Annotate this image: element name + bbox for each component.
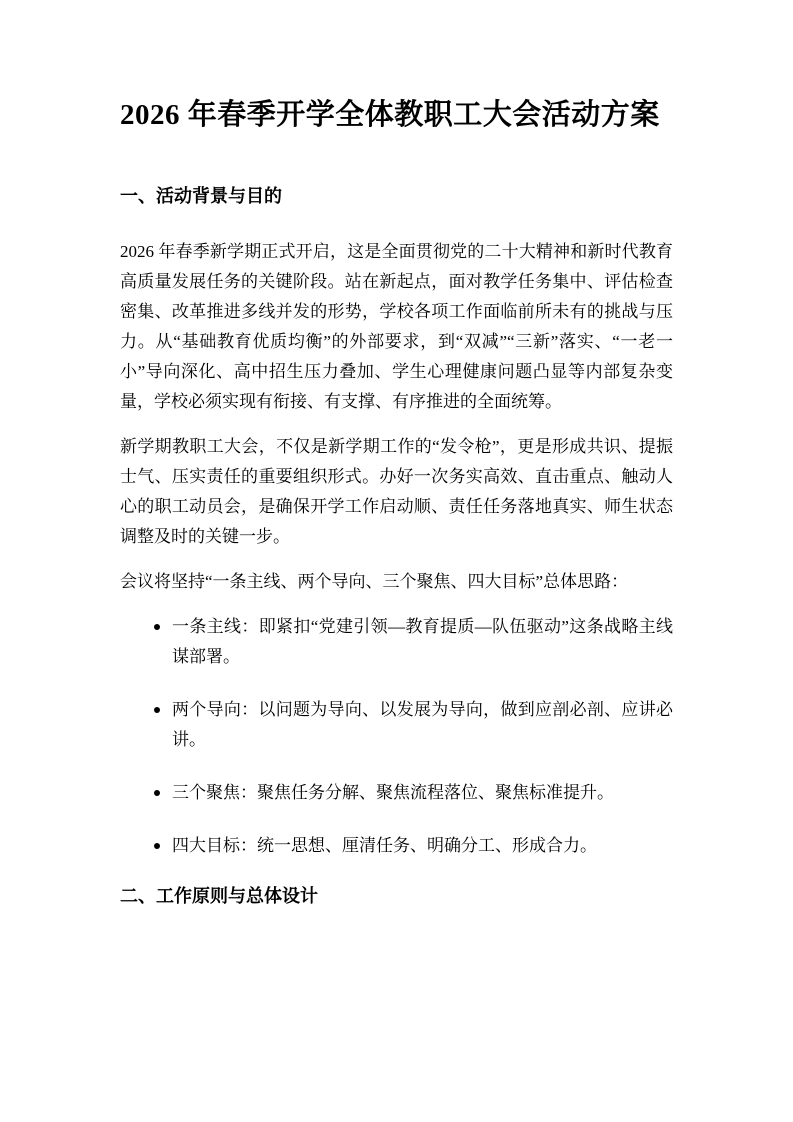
list-item-text: 一条主线：即紧扣“党建引领—教育提质—队伍驱动”这条战略主线谋部署。 — [172, 616, 673, 666]
section-heading-1: 一、活动背景与目的 — [120, 186, 282, 207]
bullet-dot-icon — [154, 843, 160, 849]
list-item-text: 四大目标：统一思想、厘清任务、明确分工、形成合力。 — [172, 835, 597, 855]
list-item-three-focuses — [154, 778, 673, 808]
list-item-text: 三个聚焦：聚焦任务分解、聚焦流程落位、聚焦标准提升。 — [172, 782, 614, 802]
bullet-dot-icon — [154, 790, 160, 796]
bullet-dot-icon — [154, 707, 160, 713]
list-item-two-orientations — [154, 695, 673, 755]
paragraph-meeting-framework: 会议将坚持“一条主线、两个导向、三个聚焦、四大目标”总体思路： — [120, 571, 629, 591]
section-heading-2: 二、工作原则与总体设计 — [120, 885, 318, 906]
document-title: 2026 年春季开学全体教职工大会活动方案 — [120, 99, 660, 131]
list-item-four-goals — [154, 831, 673, 861]
paragraph-background-2: 新学期教职工大会，不仅是新学期工作的“发令枪”，更是形成共识、提振士气、压实责任的重要组织形式。办好一次务实高效、直击重点、触动人心的职工动员会，是确保开学工作启动顺、责任任务落地真实、师生状态调整及时的关键一步。 — [120, 436, 673, 546]
list-item-text: 两个导向：以问题为导向、以发展为导向，做到应剖必剖、应讲必讲。 — [172, 699, 673, 749]
bullet-dot-icon — [154, 624, 160, 630]
paragraph-background-1: 2026 年春季新学期正式开启，这是全面贯彻党的二十大精神和新时代教育高质量发展任务的关键阶段。站在新起点，面对教学任务集中、评估检查密集、改革推进多线并发的形势，学校各项工作面临前所未有的挑战与压力。从“基础教育优质均衡”的外部要求，到“双减”“三新”落实、“一老一小”导向深化、高中招生压力叠加、学生心理健康问题凸显等内部复杂变量，学校必须实现有衔接、有支撑、有序推进的全面统筹。 — [120, 241, 673, 411]
list-item-main-line — [154, 612, 673, 672]
framework-bullet-list — [120, 612, 673, 861]
